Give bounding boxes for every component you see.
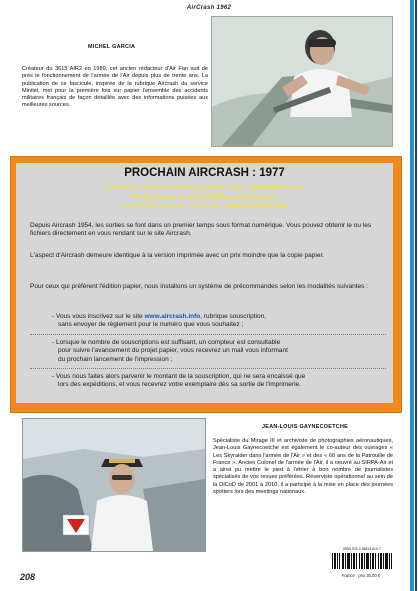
promo-paragraph-1: Depuis Aircrash 1954, les sorties se font dans un premier temps sous format numérique. Vous pouvez obtenir le ou les fichiers directement en vous rendant sur le site Aircrash. <box>30 222 372 238</box>
bullet-2-text-b: pour suivre l'avancement du projet papier, vous recevrez un mail vous informant <box>58 347 288 355</box>
page-edge-stripe <box>410 0 414 591</box>
bullet-2-text-a: - Lorsque le nombre de souscriptions est suffisant, un compteur est consultable <box>52 339 281 346</box>
promo-digital-release: Sortie de la version numérique (fichier PDF) : <box>105 183 251 192</box>
promo-bullet-1 <box>52 313 386 330</box>
promo-divider-2 <box>30 368 386 369</box>
promo-site-link[interactable]: www.aircrash.info <box>226 200 288 210</box>
isbn-barcode <box>329 552 395 570</box>
promo-title: PROCHAIN AIRCRASH : 1977 <box>124 167 285 179</box>
author-photo-michel <box>211 16 393 147</box>
promo-bullet-3 <box>52 373 386 390</box>
promo-bullet-2 <box>52 339 386 364</box>
bullet-3-text-b: lors des expéditions, et vous recevrez votre exemplaire dès sa sortie de l'imprimerie. <box>58 381 301 389</box>
promo-divider-1 <box>30 334 386 335</box>
isbn-text: ISBN 978-2-9661316-5-7 <box>343 547 381 551</box>
promo-registration: Inscriptions ouvertes sur le site : <box>121 200 226 210</box>
barcode-icon <box>329 552 395 570</box>
author-photo-jeanlouis <box>22 418 206 552</box>
price: France : prix 35,00 € <box>341 573 381 578</box>
page-edge-stripe-dark <box>415 0 417 591</box>
author-bio-michel: Créateur du 3615 AIR2 en 1989, cet ancien rédacteur d'Air Fan suit de près le fonctionnement de l'armée de l'Air depuis plus de trente ans. La publication de ce fascicule, inspirée de la rubrique Aircrash du service Minitel, met pour la première fois sur papier l'ensemble des accidents militaires français de façon détaillée avec des informations puisées aux meilleures sources. <box>22 66 208 109</box>
page-number: 208 <box>20 572 36 582</box>
bullet-1-text-b: , rubrique souscription, <box>200 313 266 320</box>
bullet-1-site-link[interactable]: www.aircrash.info <box>144 313 201 320</box>
promo-release-date: Novembre 2023 <box>250 183 304 192</box>
bullet-1-text-a: - Vous vous inscrivez sur le site <box>52 313 145 320</box>
author-name-jeanlouis: JEAN-LOUIS GAYNECOETCHE <box>262 424 349 430</box>
author-photo-michel-illustration <box>212 17 392 146</box>
promo-paper-version: Version papier à partir de 250 précommandes. <box>130 191 279 201</box>
author-bio-jeanlouis: Spécialiste du Mirage III et archiviste de photographies aéronautiques, Jean-Louis Gaynecoetche est également le co-auteur des ouvrages « Les Skyraider dans l'armée de l'Air » et des « 60 ans de la Patrouille de France ». Ancien Colonel de l'armée de l'Air, il a oeuvré au SIRPA-Air et a ainsi pu mettre le pied à l'étrier à bon nombre de journalistes spécialisés de vos revues préférées. Réserviste opérationnel au sein de la DICoD de 2001 à 2010, il a participé à la mise en place des journées spotters lors des meetings nationaux. <box>213 438 393 496</box>
bullet-1-text-c: sans envoyer de règlement pour le numéro que vous souhaitez ; <box>58 321 244 329</box>
promo-release-info <box>16 184 393 210</box>
running-title: AirCrash 1962 <box>186 5 232 11</box>
bullet-3-text-a: - Vous nous faites alors parvenir le montant de la souscription, qui ne sera encaissé que <box>52 373 306 380</box>
bullet-2-text-c: du prochain lancement de l'impression ; <box>58 355 173 363</box>
author-name-michel: MICHEL GARCIA <box>88 44 136 50</box>
promo-paragraph-2: L'aspect d'Aircrash demeure identique à la version imprimée avec un prix moindre que la copie papier. <box>30 252 325 259</box>
promo-paragraph-3: Pour ceux qui préfèrent l'édition papier, nous installons un système de précommandes selon les modalités suivantes : <box>30 283 368 290</box>
author-photo-jeanlouis-illustration <box>23 419 205 551</box>
